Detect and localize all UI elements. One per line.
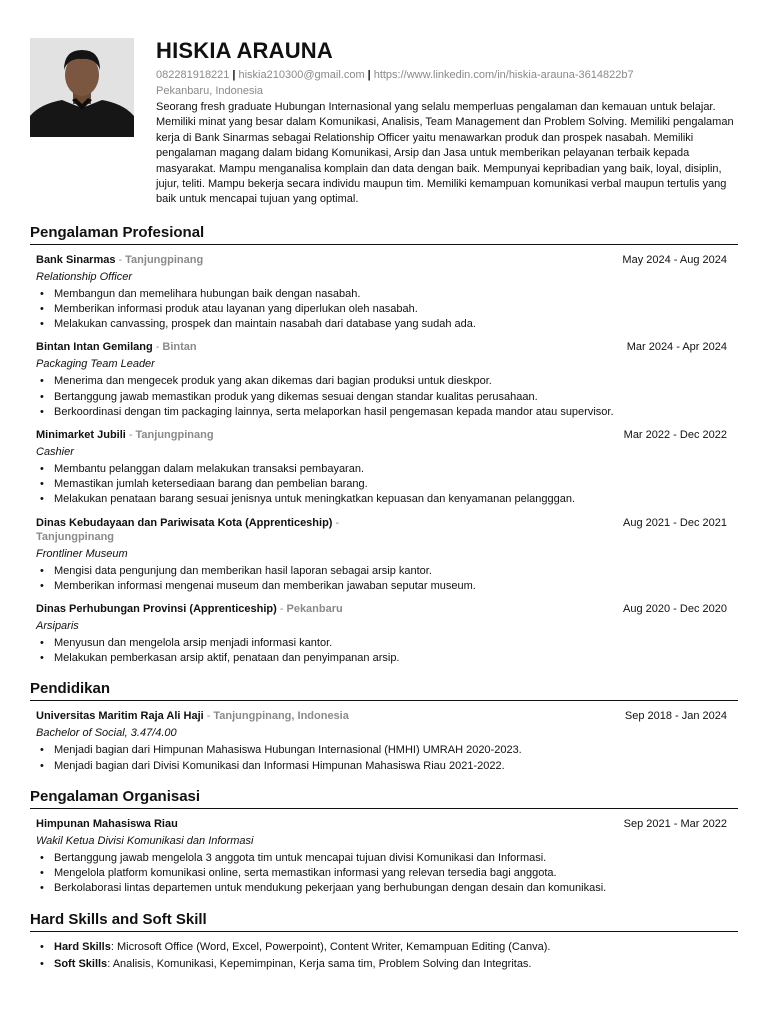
- separator: -: [335, 516, 340, 529]
- entry: [30, 817, 738, 897]
- date-range: Sep 2021 - Mar 2022: [623, 817, 727, 830]
- organization-line: [36, 516, 376, 544]
- bullet-item: • Berkoordinasi dengan tim packaging lainnya, serta melaporkan hasil pengemasan kepada mandor atau supervisor.: [36, 405, 727, 420]
- role-title: Bachelor of Social, 3.47/4.00: [36, 727, 177, 740]
- separator: -: [206, 710, 211, 723]
- organization-list: [30, 817, 738, 897]
- bullet-list: [36, 851, 727, 897]
- date-range: Mar 2022 - Dec 2022: [623, 429, 727, 442]
- entry-header: [36, 516, 727, 544]
- bullet-item: • Berkolaborasi lintas departemen untuk mendukung pekerjaan yang berhubungan dengan desain dan komunikasi.: [36, 881, 727, 896]
- resume-header: [30, 38, 738, 208]
- separator: |: [232, 69, 236, 81]
- entry: [30, 428, 738, 508]
- section-title: Pengalaman Profesional: [30, 224, 738, 245]
- organization-line: [36, 709, 349, 723]
- date-range: Aug 2020 - Dec 2020: [623, 603, 727, 616]
- organization-name: Dinas Kebudayaan dan Pariwisata Kota (Apprenticeship): [36, 516, 333, 529]
- bullet-item: • Melakukan pemberkasan arsip aktif, penataan dan penyimpanan arsip.: [36, 651, 727, 666]
- skills-entry: [30, 940, 738, 972]
- entry: [30, 253, 738, 333]
- bullet-item: • Memberikan informasi produk atau layanan yang diperlukan oleh nasabah.: [36, 302, 727, 317]
- bullet-item: • Memastikan jumlah ketersediaan barang dan pembelian barang.: [36, 477, 727, 492]
- experience-list: [30, 253, 738, 667]
- section-title: Pendidikan: [30, 680, 738, 701]
- separator: -: [279, 603, 284, 616]
- separator: -: [155, 341, 160, 354]
- email-link[interactable]: hiskia210300@gmail.com: [238, 69, 365, 81]
- role-title: Wakil Ketua Divisi Komunikasi dan Informasi: [36, 834, 254, 847]
- separator: -: [128, 429, 133, 442]
- entry-header: [36, 817, 727, 831]
- bullet-list: [36, 636, 727, 666]
- bullet-item: • Menjadi bagian dari Divisi Komunikasi dan Informasi Himpunan Mahasiswa Riau 2021-2022.: [36, 759, 727, 774]
- entry: [30, 602, 738, 666]
- section-experience: [30, 224, 738, 667]
- organization-line: [36, 253, 203, 267]
- bullet-list: [36, 564, 727, 594]
- entry-header: [36, 428, 727, 442]
- profile-summary: Seorang fresh graduate Hubungan Internasional yang selalu memperluas pengalaman dan kemauan untuk belajar. Memiliki minat yang besar dalam Komunikasi, Analisis, Team Management dan Problem Solving. Memiliki pengalaman kerja di Bank Sinarmas sebagai Relationship Officer yaitu menawarkan produk dan prospek nasabah. Memiliki pengalaman magang dalam bidang Komunikasi, Arsip dan Jasa untuk memberikan pelayanan terbaik kepada masyarakat. Mampu menganalisa komplain dan data dengan baik. Mempunyai kepribadian yang baik, loyal, disiplin, jujur, teliti. Mampu bekerja secara individu maupun tim. Memiliki kemampuan komunikasi verbal maupun tertulis yang baik untuk mencapai tujuan yang optimal.: [156, 101, 734, 206]
- bullet-item: • Menjadi bagian dari Himpunan Mahasiswa Hubungan Internasional (HMHI) UMRAH 2020-2023.: [36, 743, 727, 758]
- contact-line: [156, 68, 736, 82]
- separator: -: [118, 253, 123, 266]
- bullet-item: • Membantu pelanggan dalam melakukan transaksi pembayaran.: [36, 462, 727, 477]
- organization-line: [36, 817, 178, 831]
- entry-header: [36, 340, 727, 354]
- date-range: Aug 2021 - Dec 2021: [623, 516, 727, 529]
- section-organization: [30, 788, 738, 897]
- bullet-item: • Bertanggung jawab mengelola 3 anggota tim untuk mencapai tujuan divisi Komunikasi dan Informasi.: [36, 851, 727, 866]
- organization-line: [36, 602, 343, 616]
- bullet-list: [36, 462, 727, 508]
- skills-list: [36, 940, 727, 972]
- organization-name: Dinas Perhubungan Provinsi (Apprenticeship): [36, 603, 277, 616]
- entry: [30, 709, 738, 773]
- bullet-item: • Menyusun dan mengelola arsip menjadi informasi kantor.: [36, 636, 727, 651]
- soft-skills-item: [36, 957, 727, 972]
- bullet-list: [36, 374, 727, 420]
- organization-name: Minimarket Jubili: [36, 429, 126, 442]
- header-text: [156, 38, 736, 208]
- organization-location: Tanjungpinang, Indonesia: [213, 710, 349, 723]
- soft-skills-value: : Analisis, Komunikasi, Kepemimpinan, Kerja sama tim, Problem Solving dan Integritas.: [107, 957, 532, 970]
- organization-name: Bank Sinarmas: [36, 253, 116, 266]
- bullet-item: • Memberikan informasi mengenai museum dan memberikan jawaban seputar museum.: [36, 579, 727, 594]
- role-title: Relationship Officer: [36, 270, 132, 283]
- hard-skills-label: Hard Skills: [54, 940, 111, 953]
- bullet-list: [36, 287, 727, 333]
- entry-header: [36, 602, 727, 616]
- linkedin-link[interactable]: https://www.linkedin.com/in/hiskia-arauna-3614822b7: [373, 69, 634, 81]
- entry-header: [36, 253, 727, 267]
- bullet-item: • Melakukan penataan barang sesuai jenisnya untuk meningkatkan kepuasan dan kenyamanan pelangggan.: [36, 492, 727, 507]
- organization-location: Pekanbaru: [286, 603, 343, 616]
- phone-number: 082281918221: [156, 69, 230, 81]
- candidate-name: HISKIA ARAUNA: [156, 38, 333, 63]
- bullet-item: • Mengelola platform komunikasi online, serta memastikan informasi yang relevan tersedia bagi anggota.: [36, 866, 727, 881]
- section-title: Hard Skills and Soft Skill: [30, 911, 738, 932]
- entry: [30, 516, 738, 594]
- separator: |: [367, 69, 371, 81]
- bullet-item: • Menerima dan mengecek produk yang akan dikemas dari bagian produksi untuk dieskpor.: [36, 374, 727, 389]
- education-list: [30, 709, 738, 773]
- organization-location: Tanjungpinang: [125, 253, 204, 266]
- organization-location: Bintan: [162, 341, 197, 354]
- role-title: Arsiparis: [36, 620, 79, 633]
- bullet-item: • Melakukan canvassing, prospek dan maintain nasabah dari database yang sudah ada.: [36, 317, 727, 332]
- bullet-item: • Membangun dan memelihara hubungan baik dengan nasabah.: [36, 287, 727, 302]
- hard-skills-item: [36, 940, 727, 955]
- section-education: [30, 680, 738, 773]
- bullet-list: [36, 743, 727, 773]
- organization-line: [36, 428, 214, 442]
- organization-name: Bintan Intan Gemilang: [36, 341, 153, 354]
- profile-photo: [30, 38, 134, 137]
- date-range: May 2024 - Aug 2024: [622, 253, 727, 266]
- entry-header: [36, 709, 727, 723]
- section-title: Pengalaman Organisasi: [30, 788, 738, 809]
- organization-location: Tanjungpinang: [36, 530, 115, 543]
- role-title: Cashier: [36, 446, 74, 459]
- organization-location: Tanjungpinang: [135, 429, 214, 442]
- bullet-item: • Bertanggung jawab memastikan produk yang dikemas sesuai dengan standar kualitas perusahaan.: [36, 390, 727, 405]
- organization-line: [36, 340, 197, 354]
- bullet-item: • Mengisi data pengunjung dan memberikan hasil laporan sebagai arsip kantor.: [36, 564, 727, 579]
- soft-skills-label: Soft Skills: [54, 957, 108, 970]
- organization-name: Himpunan Mahasiswa Riau: [36, 817, 178, 830]
- role-title: Packaging Team Leader: [36, 358, 155, 371]
- location: Pekanbaru, Indonesia: [156, 85, 264, 97]
- entry: [30, 340, 738, 420]
- hard-skills-value: : Microsoft Office (Word, Excel, Powerpoint), Content Writer, Kemampuan Editing (Canva).: [110, 940, 551, 953]
- role-title: Frontliner Museum: [36, 547, 128, 560]
- organization-name: Universitas Maritim Raja Ali Haji: [36, 710, 204, 723]
- date-range: Sep 2018 - Jan 2024: [624, 710, 727, 723]
- section-skills: [30, 911, 738, 972]
- date-range: Mar 2024 - Apr 2024: [626, 341, 727, 354]
